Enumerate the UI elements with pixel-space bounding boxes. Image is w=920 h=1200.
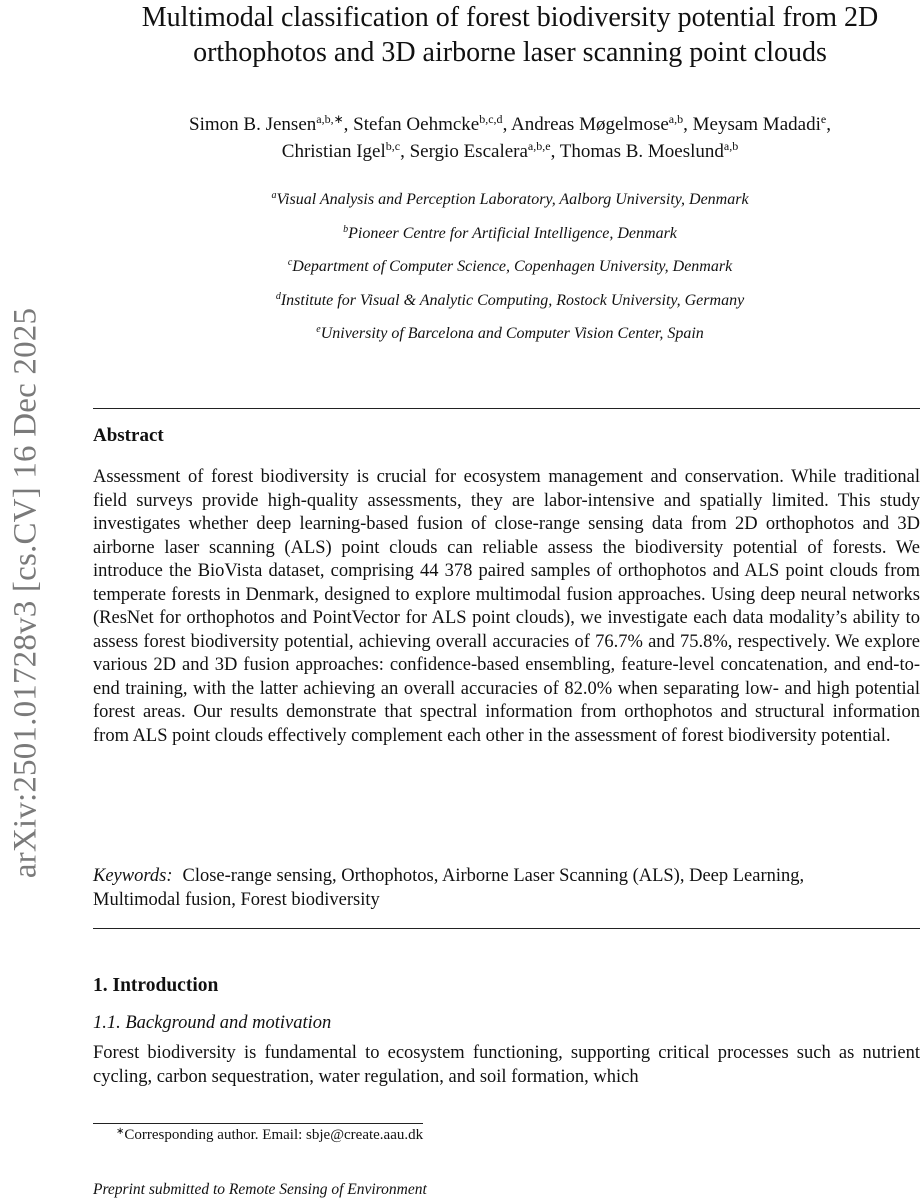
author: Andreas Møgelmose$^{a,b}$, xyxy=(511,112,693,135)
introduction-body: Forest biodiversity is fundamental to ecosystem functioning, supporting critical processes such as nutrient cycling, carbon sequestration, water regulation, and soil formation, which xyxy=(93,1043,920,1087)
affiliation-d: $^d$Institute for Visual & Analytic Computing, Rostock University, Germany xyxy=(275,290,745,309)
affiliation-list xyxy=(95,190,920,358)
author-line-1 xyxy=(95,112,920,139)
section-heading-introduction: 1. Introduction xyxy=(93,975,219,996)
author-line-2 xyxy=(95,139,920,166)
keywords xyxy=(93,864,893,912)
abstract-bottom-rule xyxy=(93,928,920,929)
author: Simon B. Jensen$^{a,b,∗}$, xyxy=(189,112,354,135)
title-line-2: orthophotos and 3D airborne laser scanning point clouds xyxy=(193,37,827,68)
abstract-heading: Abstract xyxy=(93,425,164,446)
paper-title xyxy=(90,0,920,70)
author: Christian Igel$^{b,c}$, xyxy=(281,139,410,162)
author: Thomas B. Moeslund$^{a,b}$ xyxy=(559,139,739,162)
footnote-rule xyxy=(93,1123,423,1124)
keywords-text: Close-range sensing, Orthophotos, Airborne Laser Scanning (ALS), Deep Learning, Multimodal fusion, Forest biodiversity xyxy=(93,866,805,910)
author: Stefan Oehmcke$^{b,c,d}$, xyxy=(353,112,512,135)
affiliation-c: $^c$Department of Computer Science, Copenhagen University, Denmark xyxy=(287,257,733,275)
affiliation-a: $^a$Visual Analysis and Perception Laboratory, Aalborg University, Denmark xyxy=(271,190,749,208)
author: Sergio Escalera$^{a,b,e}$, xyxy=(409,139,560,162)
affiliation-b: $^b$Pioneer Centre for Artificial Intelligence, Denmark xyxy=(343,223,677,242)
abstract-body: Assessment of forest biodiversity is crucial for ecosystem management and conservation. While traditional field surveys provide high-quality assessments, they are labor-intensive and spatially limited. This study investigates whether deep learning-based fusion of close-range sensing data from 2D orthophotos and 3D airborne laser scanning (ALS) point clouds can reliable assess the biodiversity potential of forests. We introduce the BioVista dataset, comprising 44 378 paired samples of orthophotos and ALS point clouds from temperate forests in Denmark, designed to explore multimodal fusion approaches. Using deep neural networks (ResNet for orthophotos and PointVector for ALS point clouds), we investigate each data modality’s ability to assess forest biodiversity potential, achieving overall accuracies of 76.7% and 75.8%, respectively. We explore various 2D and 3D fusion approaches: confidence-based ensembling, feature-level concatenation, and end-to-end training, with the latter achieving an overall accuracies of 82.0% when separating low- and high potential forest areas. Our results demonstrate that spectral information from orthophotos and structural information from ALS point clouds effectively complement each other in the assessment of forest biodiversity potential. xyxy=(93,467,920,746)
title-line-1: Multimodal classification of forest biodiversity potential from 2D xyxy=(141,2,879,33)
arxiv-identifier: arXiv:2501.01728v3 [cs.CV] 16 Dec 2025 xyxy=(7,307,44,879)
author: Meysam Madadi$^e$, xyxy=(692,112,831,135)
keywords-label: Keywords: xyxy=(93,866,173,886)
affiliation-e: $^e$University of Barcelona and Computer Vision Center, Spain xyxy=(316,324,704,342)
footnote-corresponding-author: ∗Corresponding author. Email: sbje@create.aau.dk xyxy=(116,1126,424,1143)
subsection-heading-background: 1.1. Background and motivation xyxy=(93,1013,332,1033)
preprint-note: Preprint submitted to Remote Sensing of Environment xyxy=(93,1181,427,1198)
author-list xyxy=(95,112,920,166)
abstract-top-rule xyxy=(93,408,920,409)
